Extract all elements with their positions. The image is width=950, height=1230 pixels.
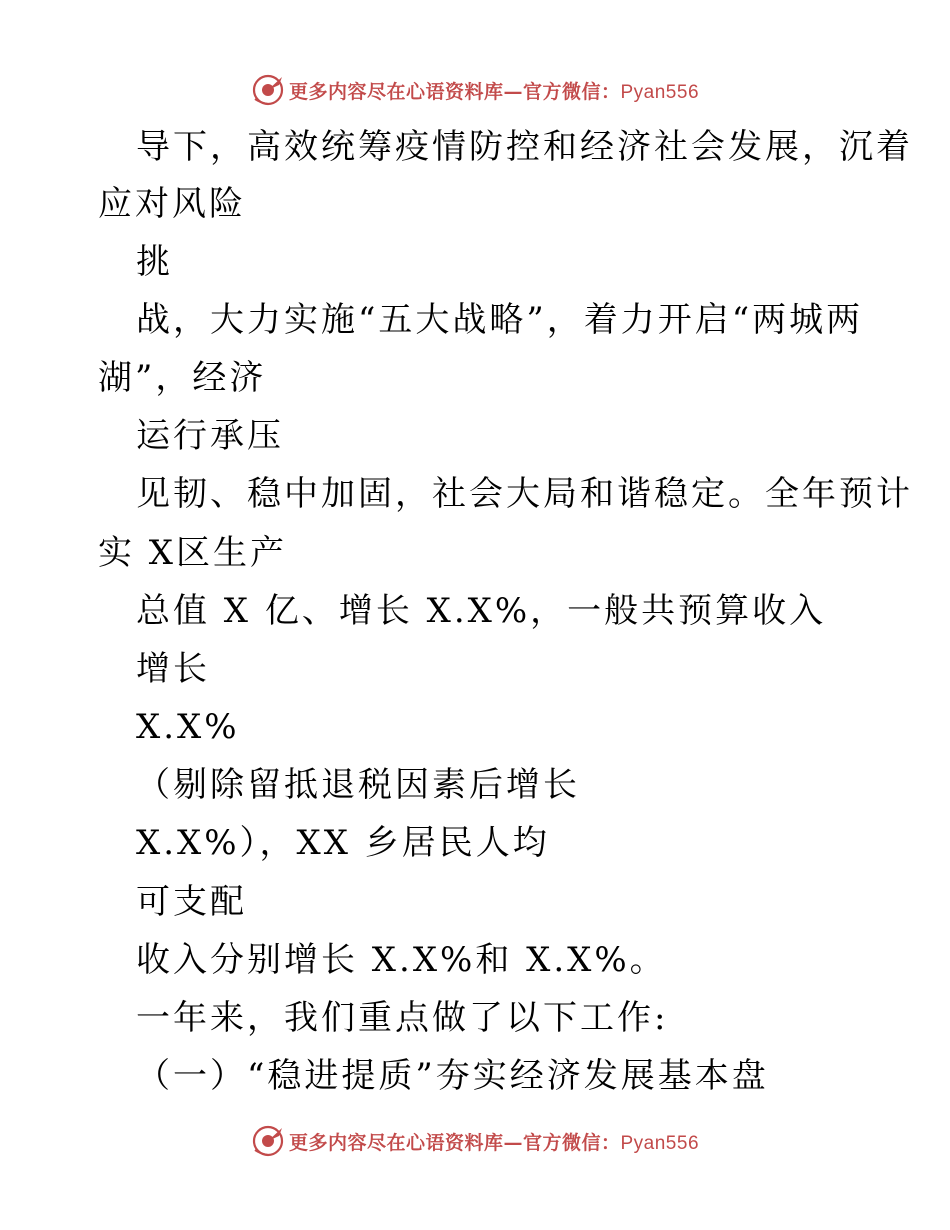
header-watermark <box>0 70 950 110</box>
body-line: 收入分别增长 X.X%和 X.X%。 <box>136 940 667 980</box>
body-line: 增长 <box>136 649 210 689</box>
watermark-text: 更多内容尽在心语资料库—官方微信：Pyan556 <box>288 1131 700 1154</box>
body-line: X.X% <box>136 707 240 747</box>
body-line: 挑 <box>136 242 173 282</box>
body-line: X.X%），XX 乡居民人均 <box>136 823 550 863</box>
body-line: 战，大力实施“五大战略”，着力开启“两城两 <box>136 300 864 340</box>
watermark-text: 更多内容尽在心语资料库—官方微信：Pyan556 <box>288 80 700 103</box>
body-line: 运行承压 <box>136 416 284 456</box>
body-line: 实 X区生产 <box>98 533 288 573</box>
body-line: 一年来，我们重点做了以下工作: <box>136 998 669 1038</box>
pen-nib-logo-icon <box>251 1124 285 1158</box>
body-line: 总值 X 亿、增长 X.X%，一般共预算收入 <box>136 591 827 631</box>
footer-watermark <box>0 1121 950 1161</box>
body-line: 应对风险 <box>98 184 246 224</box>
body-line: 见韧、稳中加固，社会大局和谐稳定。全年预计 <box>136 474 913 514</box>
body-line: （剔除留抵退税因素后增长 <box>136 765 580 805</box>
body-line: 湖”，经济 <box>98 358 267 398</box>
section-heading: （一）“稳进提质”夯实经济发展基本盘 <box>136 1056 769 1096</box>
body-line: 导下，高效统筹疫情防控和经济社会发展，沉着 <box>136 127 913 167</box>
body-line: 可支配 <box>136 882 247 922</box>
pen-nib-logo-icon <box>251 73 285 107</box>
